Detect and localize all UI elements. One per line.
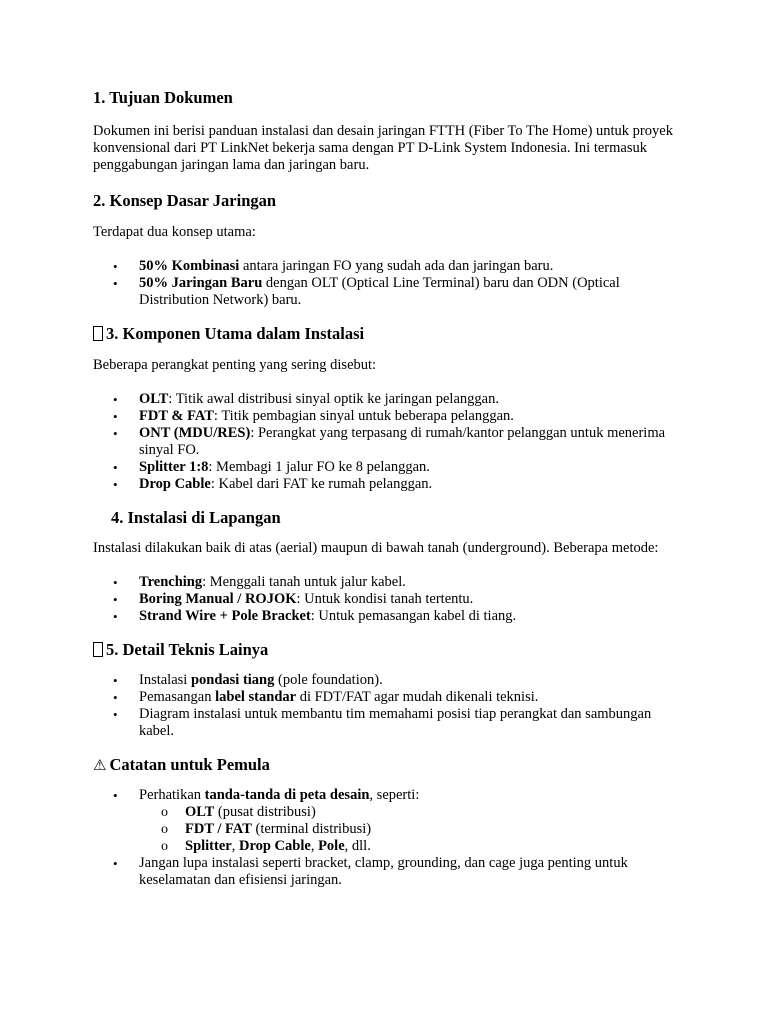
list-item: • Perhatikan tanda-tanda di peta desain, seperti: o OLT (pusat distribusi) o FDT / FAT (terminal distribusi) o Splitter, Drop Cable, Pole, dll. [93,787,676,855]
missing-glyph-icon [93,642,103,657]
bullet-icon: • [113,409,118,424]
list-item: • FDT & FAT: Titik pembagian sinyal untuk beberapa pelanggan. [113,408,514,424]
list-item: • Strand Wire + Pole Bracket: Untuk pemasangan kabel di tiang. [113,608,517,624]
sub-bullet-icon: o [161,805,168,820]
bullet-icon: • [113,788,118,803]
section-3-list [93,391,676,493]
list-item: • Diagram instalasi untuk membantu tim memahami posisi tiap perangkat dan sambungan kabel. [113,706,652,739]
list-item: • Jangan lupa instalasi seperti bracket, clamp, grounding, dan cage juga penting untuk keselamatan dan efisiensi jaringan. [113,855,628,888]
warning-icon: ⚠ [93,756,107,774]
bullet-icon: • [113,426,118,441]
bullet-icon: • [113,592,118,607]
section-5-list [93,672,676,740]
list-item: • Splitter 1:8: Membagi 1 jalur FO ke 8 pelanggan. [113,459,430,475]
missing-glyph-icon [93,326,103,341]
sub-list-item: o FDT / FAT (terminal distribusi) [161,821,372,837]
section-4-heading: 4. Instalasi di Lapangan [111,508,281,527]
list-item: • ONT (MDU/RES): Perangkat yang terpasang di rumah/kantor pelanggan untuk menerima sinyal FO. [113,425,666,458]
section-4-list [93,574,676,625]
section-6-list [93,787,676,889]
section-6-heading: ⚠ Catatan untuk Pemula [93,755,270,774]
list-item: • 50% Kombinasi antara jaringan FO yang sudah ada dan jaringan baru. [113,258,554,274]
list-item: • 50% Jaringan Baru dengan OLT (Optical Line Terminal) baru dan ODN (Optical Distribution Network) baru. [113,275,620,308]
bullet-icon: • [113,575,118,590]
section-1-paragraph: Dokumen ini berisi panduan instalasi dan desain jaringan FTTH (Fiber To The Home) untuk proyek konvensional dari PT LinkNet bekerja sama dengan PT D-Link System Indonesia. Ini termasuk penggabungan jaringan lama dan jaringan baru. [93,123,673,173]
bullet-icon: • [113,460,118,475]
list-item: • Trenching: Menggali tanah untuk jalur kabel. [113,574,406,590]
section-5-heading: 5. Detail Teknis Lainya [93,640,676,660]
bullet-icon: • [113,477,118,492]
list-item: • Instalasi pondasi tiang (pole foundation). [113,672,383,688]
sub-bullet-icon: o [161,822,168,837]
section-2-list [93,258,676,309]
section-6-sublist [139,804,676,855]
section-3-heading: 3. Komponen Utama dalam Instalasi [93,324,676,344]
section-2-paragraph: Terdapat dua konsep utama: [93,224,256,240]
sub-list-item: o Splitter, Drop Cable, Pole, dll. [161,838,371,854]
sub-list-item: o OLT (pusat distribusi) [161,804,316,820]
list-item: • Pemasangan label standar di FDT/FAT agar mudah dikenali teknisi. [113,689,539,705]
bullet-icon: • [113,609,118,624]
bullet-icon: • [113,856,118,871]
list-item: • OLT: Titik awal distribusi sinyal optik ke jaringan pelanggan. [113,391,499,407]
list-item: • Boring Manual / ROJOK: Untuk kondisi tanah tertentu. [113,591,474,607]
section-2-heading: 2. Konsep Dasar Jaringan [93,191,277,210]
bullet-icon: • [113,690,118,705]
list-item: • Drop Cable: Kabel dari FAT ke rumah pelanggan. [113,476,433,492]
section-4-paragraph: Instalasi dilakukan baik di atas (aerial) maupun di bawah tanah (underground). Beberapa metode: [93,540,659,556]
section-3-paragraph: Beberapa perangkat penting yang sering disebut: [93,357,377,373]
section-1-heading: 1. Tujuan Dokumen [93,88,233,107]
sub-bullet-icon: o [161,839,168,854]
bullet-icon: • [113,392,118,407]
bullet-icon: • [113,673,118,688]
bullet-icon: • [113,259,118,274]
bullet-icon: • [113,276,118,291]
bullet-icon: • [113,707,118,722]
